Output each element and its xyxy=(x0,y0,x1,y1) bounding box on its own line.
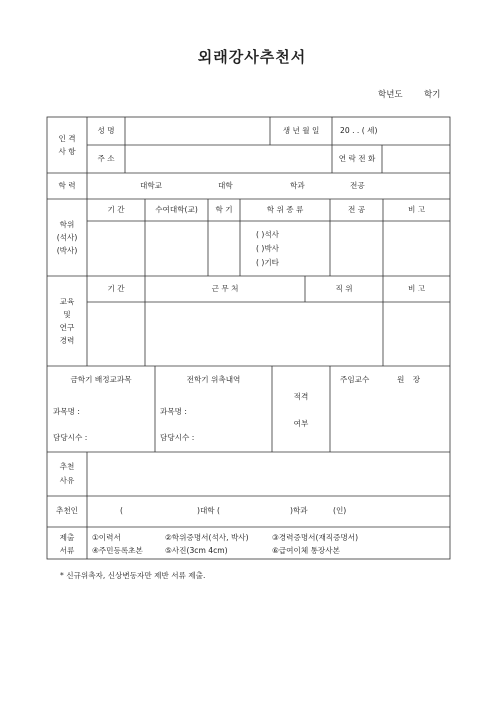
director-label: 원 장 xyxy=(397,375,424,384)
page-title: 외래강사추천서 xyxy=(197,48,307,66)
degree-type-masters[interactable]: ( )석사 xyxy=(256,230,280,239)
documents-label: 제출 xyxy=(59,533,75,542)
previous-assignment-header: 전학기 위촉내역 xyxy=(186,375,241,384)
recommender-college: )대학 ( xyxy=(197,506,221,515)
career-header-remarks: 비 고 xyxy=(407,284,426,293)
document-item: ⑤사진(3cm 4cm) xyxy=(165,546,228,555)
career-header-position: 직 위 xyxy=(335,284,353,293)
phone-field[interactable] xyxy=(383,146,449,173)
university-label: 대학교 xyxy=(140,181,163,190)
reason-field[interactable] xyxy=(88,453,449,496)
degree-type-other[interactable]: ( )기타 xyxy=(256,258,280,267)
document-item: ①이력서 xyxy=(92,533,121,542)
recommender-seal: (인) xyxy=(333,506,347,515)
career-section-label-3: 연구 xyxy=(59,323,75,332)
degree-header-semester: 학 기 xyxy=(215,205,233,214)
birth-date-label: 생 년 월 일 xyxy=(282,126,320,135)
document-item: ②학위증명서(석사, 박사) xyxy=(165,533,249,542)
degree-type-doctorate[interactable]: ( )박사 xyxy=(256,244,280,253)
chief-professor-label: 주임교수 xyxy=(340,375,370,384)
major-label: 전공 xyxy=(350,181,365,190)
teaching-hours-label: 담당시수 : xyxy=(53,433,88,442)
degree-header-university: 수여대학(교) xyxy=(155,205,198,214)
degree-header-type: 학 위 종 류 xyxy=(266,205,304,214)
degree-header-period: 기 간 xyxy=(107,205,125,214)
recommender-department: )학과 xyxy=(290,506,308,515)
personal-section-label-2: 사 항 xyxy=(58,147,76,156)
career-header-workplace: 근 무 처 xyxy=(211,284,239,293)
semester-label: 학기 xyxy=(424,90,441,100)
career-section-label-2: 및 xyxy=(63,310,71,319)
phone-label: 연 락 전 화 xyxy=(338,154,376,163)
recommender-paren: ( xyxy=(120,506,123,515)
qualification-label-2: 여부 xyxy=(293,419,309,428)
personal-section-label: 인 격 xyxy=(58,134,76,143)
course-name-label: 과목명 : xyxy=(53,407,80,416)
address-label: 주 소 xyxy=(97,154,115,163)
footnote: * 신규위촉자, 신상변동자만 제반 서류 제출. xyxy=(60,571,206,580)
degree-section-label-2: (석사) xyxy=(56,233,78,242)
career-section-label-4: 경력 xyxy=(59,336,75,345)
prev-teaching-hours-label: 담당시수 : xyxy=(160,433,195,442)
qualification-label: 적격 xyxy=(293,392,309,401)
documents-label-2: 서류 xyxy=(59,546,75,555)
degree-header-remarks: 비 고 xyxy=(407,205,426,214)
name-field[interactable] xyxy=(126,118,269,145)
career-section-label: 교육 xyxy=(59,297,75,306)
reason-label-2: 사유 xyxy=(59,476,75,485)
career-header-period: 기 간 xyxy=(107,284,125,293)
degree-section-label-3: (박사) xyxy=(56,246,78,255)
education-label: 학 력 xyxy=(58,181,76,190)
current-courses-header: 금학기 배정교과목 xyxy=(70,375,132,384)
reason-label: 추천 xyxy=(59,462,75,471)
degree-header-major: 전 공 xyxy=(347,205,366,214)
document-item: ④주민등록초본 xyxy=(92,546,143,555)
birth-date-field[interactable]: 20 . . ( 세) xyxy=(340,126,378,135)
address-field[interactable] xyxy=(126,146,331,173)
name-label: 성 명 xyxy=(97,126,115,135)
recommender-label: 추천인 xyxy=(55,506,78,515)
degree-section-label: 학위 xyxy=(59,220,75,229)
department-label: 학과 xyxy=(290,181,305,190)
prev-course-name-label: 과목명 : xyxy=(160,407,187,416)
school-year-label: 학년도 xyxy=(378,90,403,100)
college-label: 대학 xyxy=(218,181,233,190)
document-item: ⑥급여이체 통장사본 xyxy=(272,546,340,555)
document-item: ③경력증명서(재직증명서) xyxy=(272,533,359,542)
